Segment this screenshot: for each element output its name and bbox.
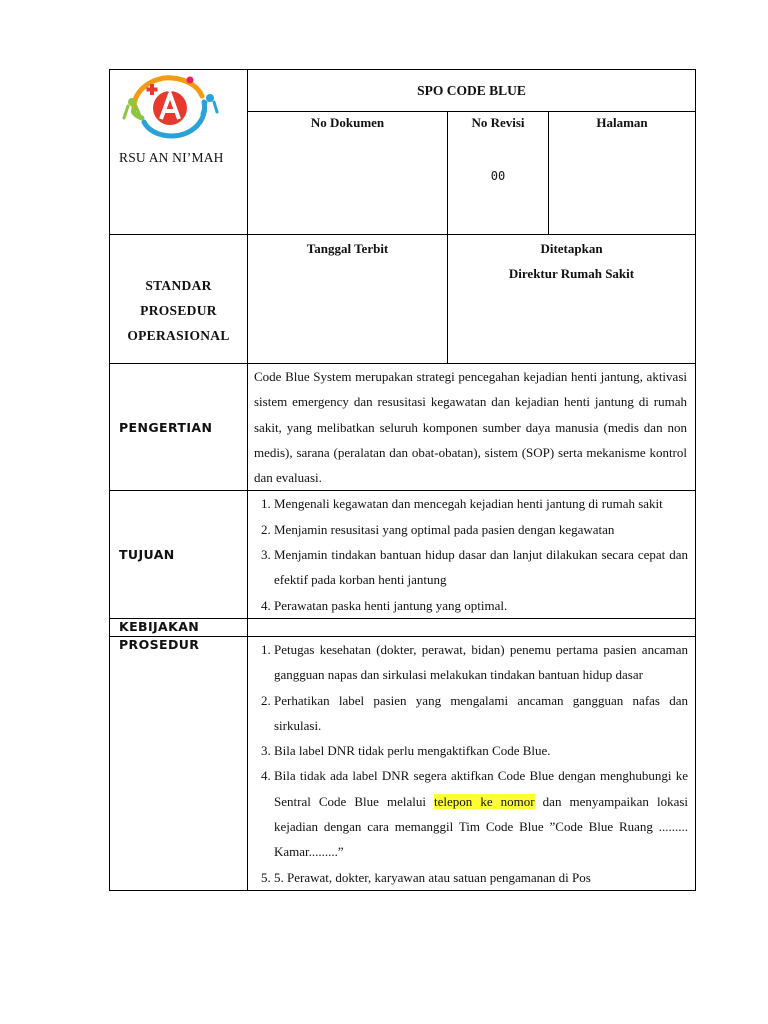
pengertian-text: Code Blue System merupakan strategi pencegahan kejadian henti jantung, aktivasi sistem emergency dan resusitasi kegawatan dan kejadian henti jantung di rumah sakit, yang melibatkan seluruh komponen sumber daya manusia (medis dan non medis), sarana (peralatan dan obat-obatan), sistem (SOP) serta mekanisme kontrol dan evaluasi. (248, 364, 696, 491)
tujuan-list (248, 491, 695, 617)
tujuan-label: TUJUAN (110, 491, 248, 618)
spo-document (109, 69, 695, 891)
no-dokumen-cell (248, 112, 448, 235)
document-title: SPO CODE BLUE (248, 70, 696, 112)
highlighted-phone-text: telepon ke nomor (434, 793, 535, 809)
pengertian-label: PENGERTIAN (110, 364, 248, 491)
prosedur-item: 2. Perhatikan label pasien yang mengalami ancaman gangguan nafas dan sirkulasi. (274, 688, 688, 739)
prosedur-item: 1. Petugas kesehatan (dokter, perawat, bidan) penemu pertama pasien ancaman gangguan napas dan sirkulasi melakukan tindakan bantuan hidup dasar (274, 637, 688, 688)
tujuan-item: 3. Menjamin tindakan bantuan hidup dasar dan lanjut dilakukan secara cepat dan efektif pada korban henti jantung (274, 542, 688, 593)
hospital-name: RSU AN NI’MAH (119, 150, 224, 165)
prosedur-4-text-a: Bila tidak ada label DNR segera aktifkan Code Blue dengan menghubungi ke Sentral Code Blue melalui (274, 768, 688, 809)
prosedur-item: 3. Bila label DNR tidak perlu mengaktifkan Code Blue. (274, 738, 688, 763)
tanggal-terbit-cell (248, 235, 448, 364)
hospital-logo-icon (120, 72, 220, 142)
kebijakan-content (248, 618, 696, 636)
no-revisi-label: No Revisi (471, 115, 525, 130)
tanggal-terbit-label: Tanggal Terbit (306, 241, 389, 256)
spo-line-2: PROSEDUR (140, 303, 217, 318)
kebijakan-label: KEBIJAKAN (110, 618, 248, 636)
ditetapkan-cell (448, 235, 696, 364)
hospital-identity-cell (110, 70, 248, 235)
spo-line-3: OPERASIONAL (127, 328, 230, 343)
no-revisi-cell (448, 112, 549, 235)
prosedur-item: 5. 5. Perawat, dokter, karyawan atau satuan pengamanan di Pos (274, 865, 688, 890)
prosedur-content (248, 636, 696, 890)
direktur-label: Direktur Rumah Sakit (508, 266, 635, 281)
spo-line-1: STANDAR (145, 278, 212, 293)
tujuan-item: 1. Mengenali kegawatan dan mencegah kejadian henti jantung di rumah sakit (274, 491, 688, 516)
halaman-cell (549, 112, 696, 235)
tujuan-item: 4. Perawatan paska henti jantung yang optimal. (274, 593, 688, 618)
prosedur-list (248, 637, 695, 890)
ditetapkan-label: Ditetapkan (540, 241, 603, 256)
halaman-label: Halaman (596, 115, 648, 130)
spo-label-cell (110, 235, 248, 364)
no-revisi-value: 00 (490, 169, 506, 183)
spo-table (109, 69, 696, 891)
no-dokumen-label: No Dokumen (310, 115, 385, 130)
prosedur-4-text-b: dan menyampaikan lokasi kejadian dengan cara memanggil Tim Code Blue ”Code Blue Ruang ......... Kamar.........” (274, 793, 689, 860)
prosedur-label: PROSEDUR (110, 636, 248, 890)
prosedur-item (274, 763, 688, 864)
tujuan-item: 2. Menjamin resusitasi yang optimal pada pasien dengan kegawatan (274, 517, 688, 542)
tujuan-content (248, 491, 696, 618)
